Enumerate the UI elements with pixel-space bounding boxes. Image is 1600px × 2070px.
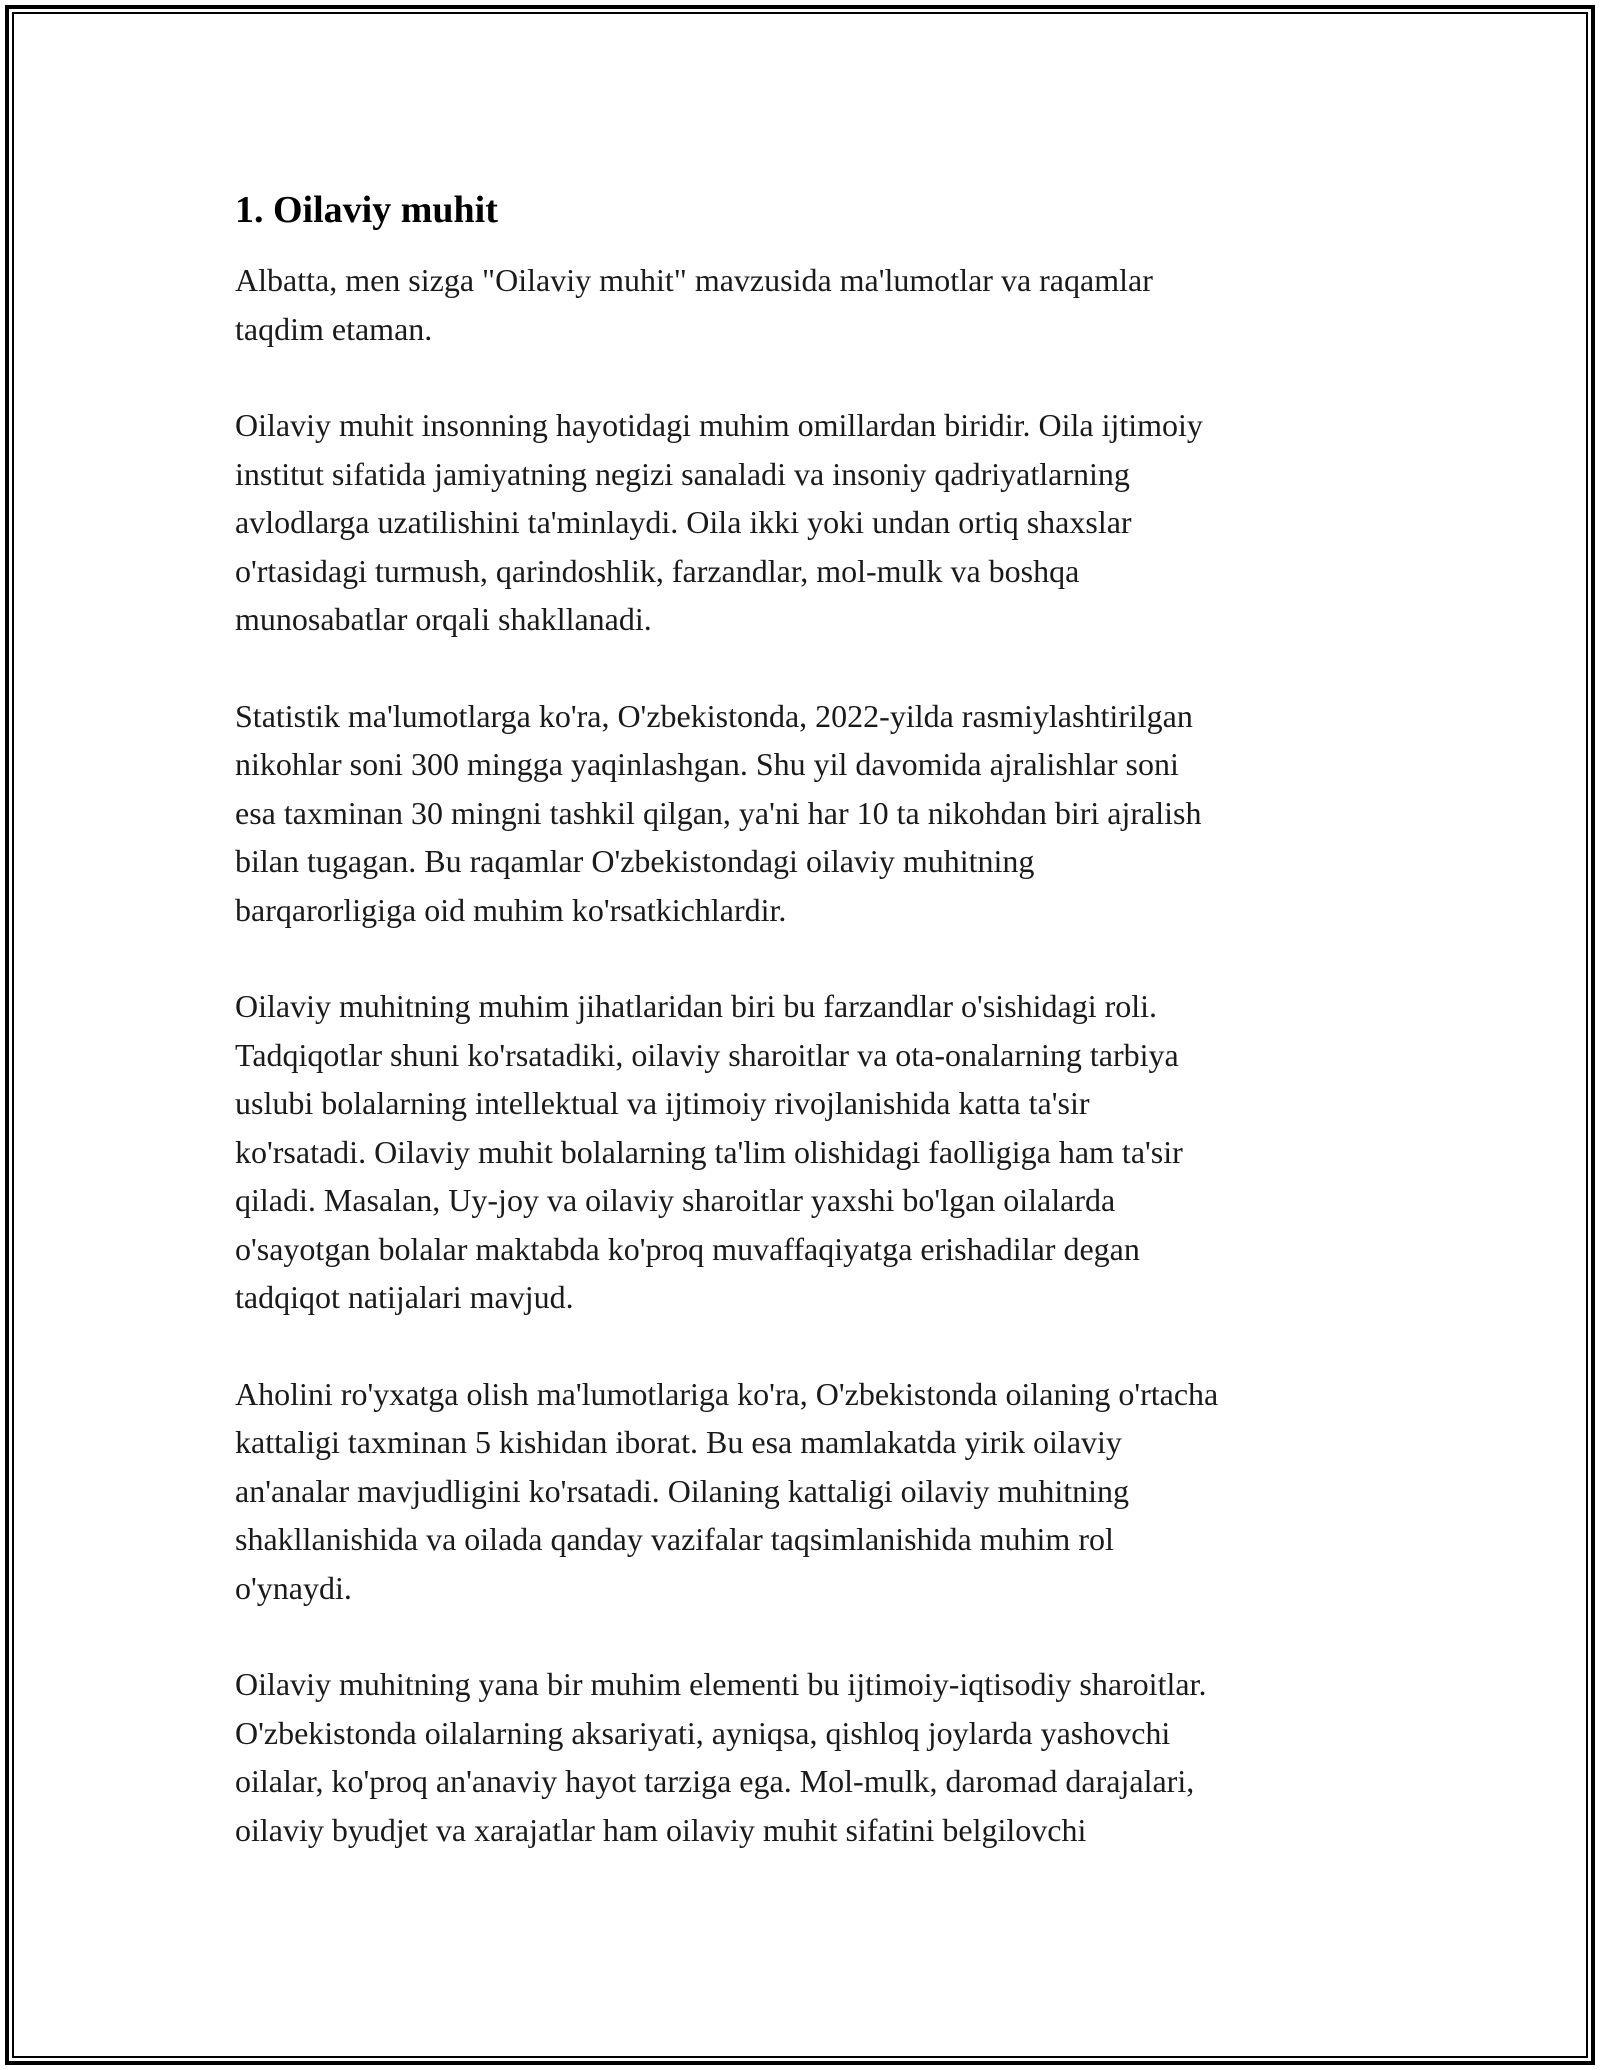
paragraph-statistics: Statistik ma'lumotlarga ko'ra, O'zbekistonda, 2022-yilda rasmiylashtirilgan nikohlar soni 300 mingga yaqinlashgan. Shu yil davomida ajralishlar soni esa taxminan 30 mingni tashkil qilgan, ya'ni har 10 ta nikohdan biri ajralish bilan tugagan. Bu raqamlar O'zbekistondagi oilaviy muhitning barqarorligiga oid muhim ko'rsatkichlardir. [235,697,1202,928]
paragraph-family-size: Aholini ro'yxatga olish ma'lumotlariga ko'ra, O'zbekistonda oilaning o'rtacha kattaligi taxminan 5 kishidan iborat. Bu esa mamlakatda yirik oilaviy an'analar mavjudligini ko'rsatadi. Oilaning kattaligi oilaviy muhitning shakllanishida va oilada qanday vazifalar taqsimlanishida muhim rol o'ynaydi. [235,1375,1219,1606]
paragraph-definition: Oilaviy muhit insonning hayotidagi muhim omillardan biridir. Oila ijtimoiy institut sifatida jamiyatning negizi sanaladi va insoniy qadriyatlarning avlodlarga uzatilishini ta'minlaydi. Oila ikki yoki undan ortiq shaxslar o'rtasidagi turmush, qarindoshlik, farzandlar, mol-mulk va boshqa munosabatlar orqali shakllanadi. [235,407,1203,637]
paragraph-socioeconomic: Oilaviy muhitning yana bir muhim elementi bu ijtimoiy-iqtisodiy sharoitlar. O'zbekistonda oilalarning aksariyati, ayniqsa, qishloq joylarda yashovchi oilalar, ko'proq an'anaviy hayot tarziga ega. Mol-mulk, daromad darajalari, oilaviy byudjet va xarajatlar ham oilaviy muhit sifatini belgilovchi [235,1666,1207,1848]
paragraph-intro: Albatta, men sizga "Oilaviy muhit" mavzusida ma'lumotlar va raqamlar taqdim etaman. [235,262,1153,347]
document-body [235,186,1385,1902]
section-heading: 1. Oilaviy muhit [235,189,498,231]
paragraph-children: Oilaviy muhitning muhim jihatlaridan biri bu farzandlar o'sishidagi roli. Tadqiqotlar shuni ko'rsatadiki, oilaviy sharoitlar va ota-onalarning tarbiya uslubi bolalarning intellektual va ijtimoiy rivojlanishida katta ta'sir ko'rsatadi. Oilaviy muhit bolalarning ta'lim olishidagi faolligiga ham ta'sir qiladi. Masalan, Uy-joy va oilaviy sharoitlar yaxshi bo'lgan oilalarda o'sayotgan bolalar maktabda ko'proq muvaffaqiyatga erishadilar degan tadqiqot natijalari mavjud. [235,988,1183,1315]
